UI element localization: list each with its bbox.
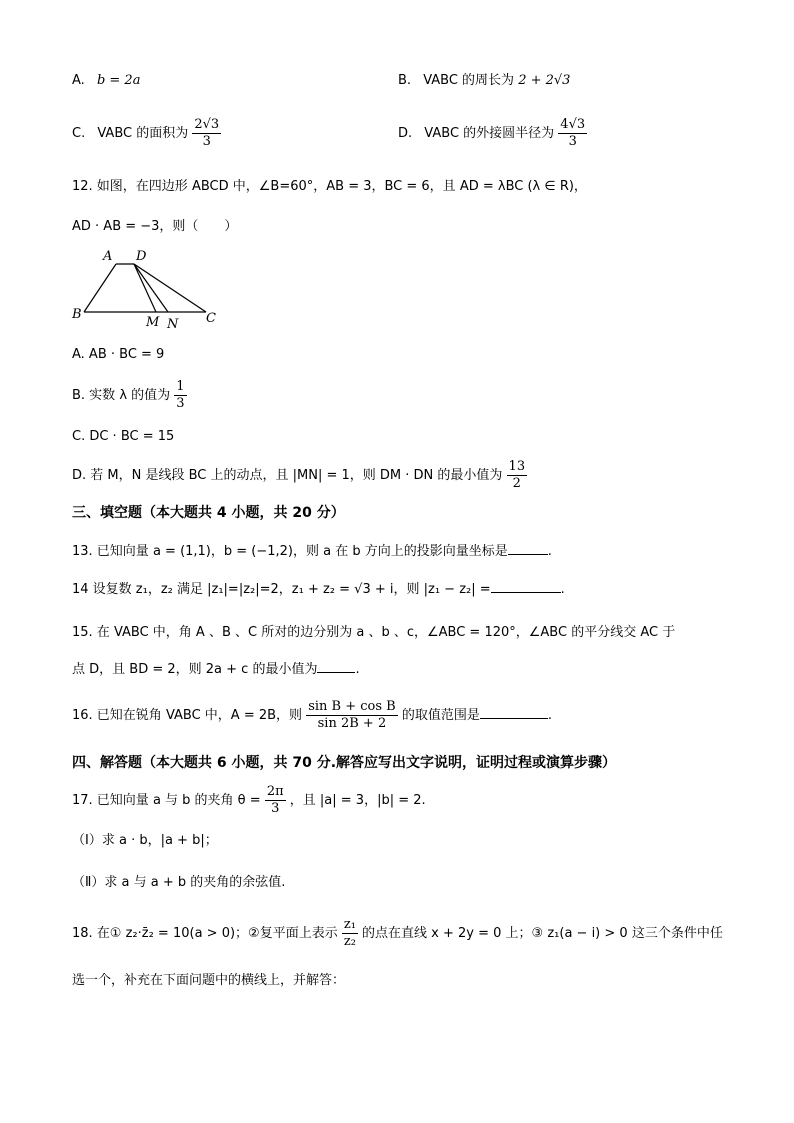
q18-line1: 18. 在① z₂·z̄₂ = 10(a > 0)；②复平面上表示 $\frac{\text{z₁}}{\text{z₂}}$ 的点在直线 x + 2y = 0 上；③ z₁(a − i) > 0 这三个条件中任: [72, 917, 723, 949]
q17-stem: 17. 已知向量 a 与 b 的夹角 θ = $\frac{2\pi}{3}$ ，且 |a| = 3，|b| = 2.: [72, 784, 426, 816]
answer-blank: [508, 542, 548, 555]
answer-blank: [491, 580, 561, 593]
segment-ab: [84, 264, 116, 312]
q13: 13. 已知向量 a = (1,1)，b = (−1,2)，则 a 在 b 方向上的投影向量坐标是 .: [72, 544, 552, 559]
fraction: $\frac{4√3}{3}$: [560, 117, 586, 149]
label-n: N: [167, 317, 179, 332]
answer-blank: [480, 706, 548, 719]
q12-stem-line1: 12. 如图，在四边形 ABCD 中，∠B=60°，AB = 3，BC = 6，且 AD = λBC (λ ∈ R)，: [72, 179, 587, 194]
fraction: $\frac{13}{2}$: [508, 459, 526, 491]
label-c: C: [206, 311, 216, 326]
q12-stem-line2: AD · AB = −3，则（ ）: [72, 219, 238, 234]
label-b: B: [72, 307, 82, 322]
q18-line2: 选一个，补充在下面问题中的横线上，并解答：: [72, 973, 346, 988]
q11-option-d: D. VABC 的外接圆半径为 $\frac{4√3}{3}$: [398, 117, 586, 149]
label-m: M: [146, 315, 160, 330]
q17-part-1: （Ⅰ）求 a · b，|a + b|；: [72, 833, 218, 848]
q14: 14 设复数 z₁，z₂ 满足 |z₁|=|z₂|=2，z₁ + z₂ = √3 + i，则 |z₁ − z₂| = .: [72, 582, 565, 597]
label-a: A: [103, 249, 113, 264]
segment-dn: [134, 264, 168, 312]
fraction: $\frac{\text{sin B + cos B}}{\sin 2B + 2}$: [308, 699, 396, 731]
q11-option-a: A. b = 2a: [72, 73, 141, 88]
fraction: $\frac{2√3}{3}$: [194, 117, 220, 149]
section4-title: 四、解答题（本大题共 6 小题，共 70 分.解答应写出文字说明，证明过程或演算步骤）: [72, 755, 617, 771]
q11-option-b: B. VABC 的周长为 2 + 2√3: [398, 73, 571, 88]
answer-blank: [317, 660, 355, 673]
q12-option-d: D. 若 M，N 是线段 BC 上的动点，且 |MN| = 1，则 DM · DN 的最小值为 $\frac{13}{2}$: [72, 459, 526, 491]
q12-option-a: A. AB · BC = 9: [72, 347, 165, 362]
q12-option-b: B. 实数 λ 的值为 $\frac{1}{3}$: [72, 379, 185, 411]
q11-option-c: C. VABC 的面积为 $\frac{2√3}{3}$: [72, 117, 220, 149]
section3-title: 三、填空题（本大题共 4 小题，共 20 分）: [72, 505, 345, 521]
q17-part-2: （Ⅱ）求 a 与 a + b 的夹角的余弦值.: [72, 875, 286, 890]
q16: 16. 已知在锐角 VABC 中，A = 2B，则 $\frac{\text{sin B + cos B}}{\sin 2B + 2}$ 的取值范围是 .: [72, 699, 552, 731]
q15-line2: 点 D，且 BD = 2，则 2a + c 的最小值为 .: [72, 662, 360, 677]
fraction: $\frac{1}{3}$: [176, 379, 185, 411]
label-d: D: [136, 249, 147, 264]
q15-line1: 15. 在 VABC 中，角 A 、B 、C 所对的边分别为 a 、b 、c，∠ABC = 120°，∠ABC 的平分线交 AC 于: [72, 625, 676, 640]
fraction: $\frac{\text{z₁}}{\text{z₂}}$: [343, 917, 356, 949]
fraction: $\frac{2\pi}{3}$: [266, 784, 284, 816]
quadrilateral-figure: [70, 244, 230, 332]
q12-option-c: C. DC · BC = 15: [72, 429, 175, 444]
